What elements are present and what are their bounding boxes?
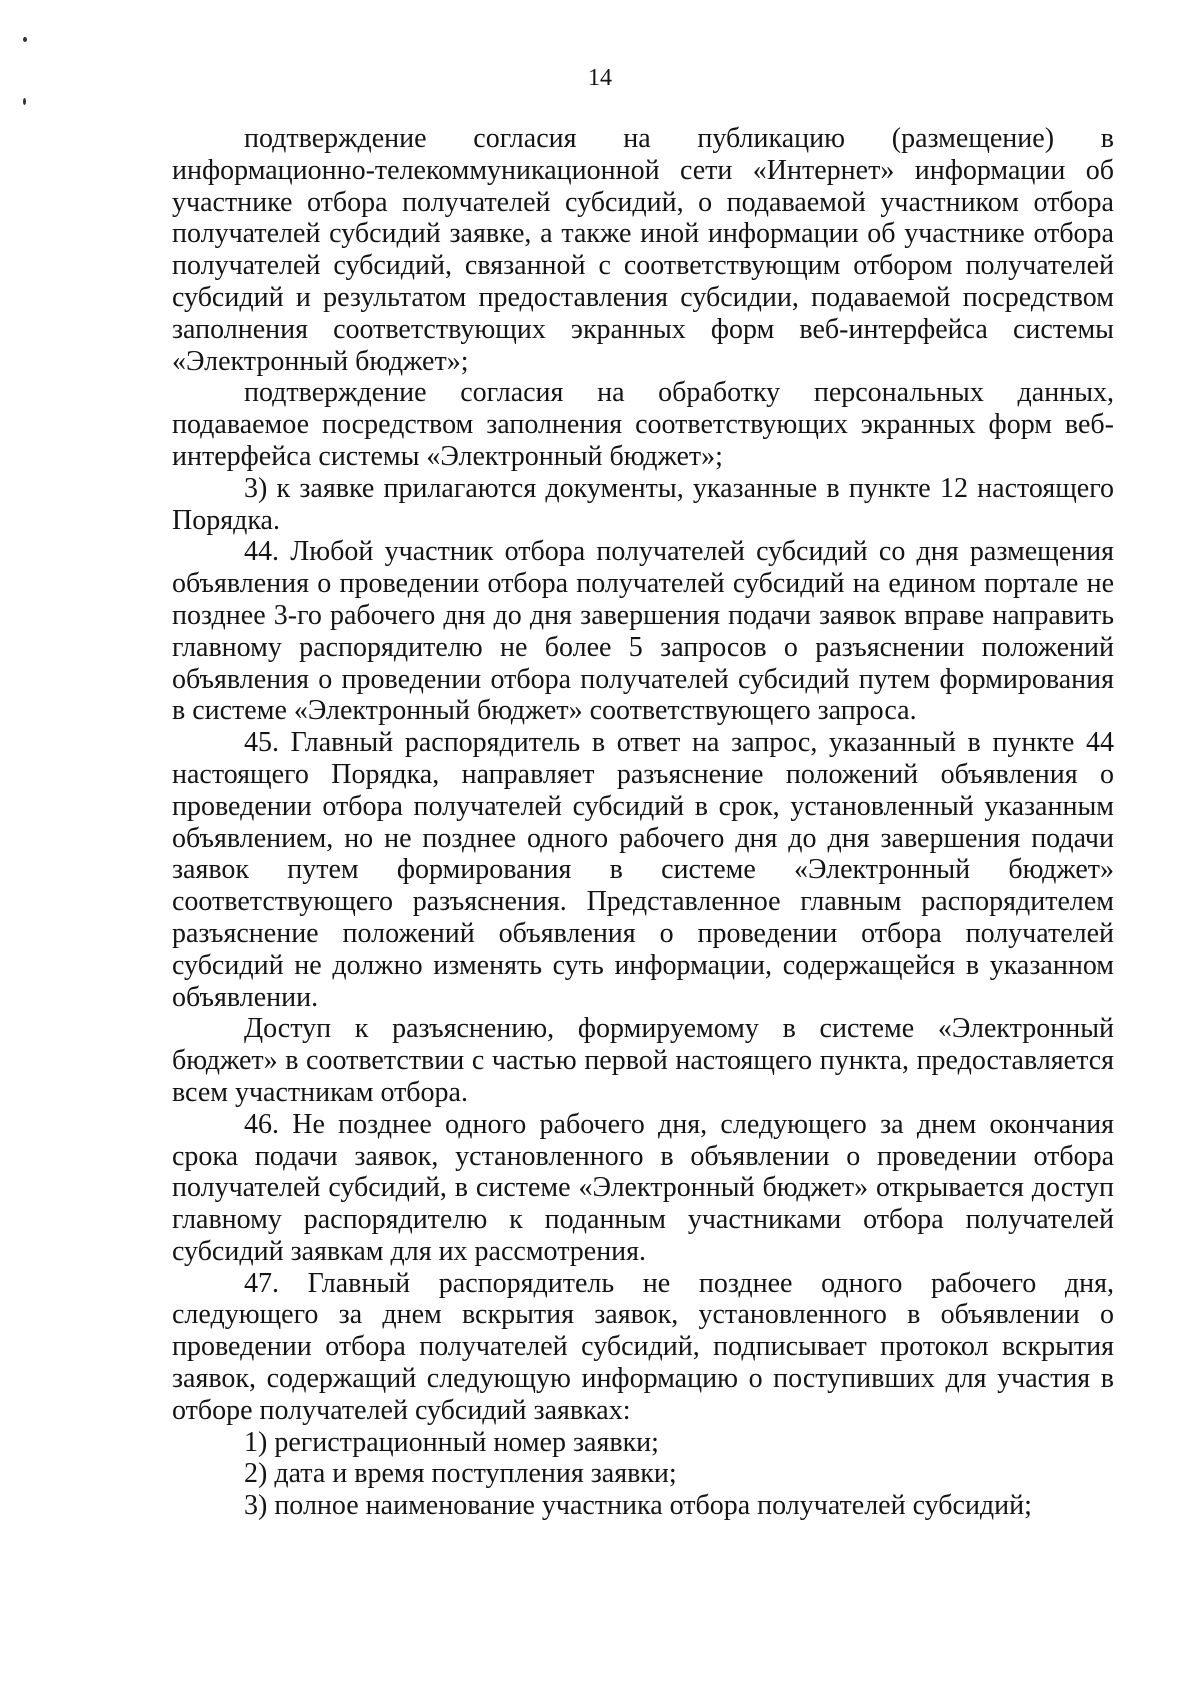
paragraph: 46. Не позднее одного рабочего дня, следующего за днем окончания срока подачи заявок, установленного в объявлении о проведении отбора получателей субсидий, в системе «Электронный бюджет» открывается доступ главному распорядителю к поданным участниками отбора получателей субсидий заявкам для их рассмотрения. [172,1108,1114,1267]
page-number: 14 [588,65,612,91]
scan-speck [23,37,27,42]
paragraph: 44. Любой участник отбора получателей субсидий со дня размещения объявления о проведении отбора получателей субсидий на едином портале не позднее 3-го рабочего дня до дня завершения подачи заявок вправе направить главному распорядителю не более 5 запросов о разъяснении положений объявления о проведении отбора получателей субсидий путем формирования в системе «Электронный бюджет» соответствующего запроса. [172,536,1114,727]
paragraph: 3) к заявке прилагаются документы, указанные в пункте 12 настоящего Порядка. [172,472,1114,536]
list-item: 3) полное наименование участника отбора получателей субсидий; [244,1490,1032,1522]
document-body [172,123,1114,1522]
paragraph: Доступ к разъяснению, формируемому в системе «Электронный бюджет» в соответствии с частью первой настоящего пункта, предоставляется всем участникам отбора. [172,1013,1114,1108]
list-item: 1) регистрационный номер заявки; [244,1426,659,1458]
scan-speck [23,98,26,105]
paragraph: подтверждение согласия на обработку персональных данных, подаваемое посредством заполнения соответствующих экранных форм веб-интерфейса системы «Электронный бюджет»; [172,377,1114,472]
paragraph: подтверждение согласия на публикацию (размещение) в информационно-телекоммуникационной сети «Интернет» информации об участнике отбора получателей субсидий, о подаваемой участником отбора получателей субсидий заявке, а также иной информации об участнике отбора получателей субсидий, связанной с соответствующим отбором получателей субсидий и результатом предоставления субсидии, подаваемой посредством заполнения соответствующих экранных форм веб-интерфейса системы «Электронный бюджет»; [172,123,1114,377]
paragraph: 47. Главный распорядитель не позднее одного рабочего дня, следующего за днем вскрытия заявок, установленного в объявлении о проведении отбора получателей субсидий, подписывает протокол вскрытия заявок, содержащий следующую информацию о поступивших для участия в отборе получателей субсидий заявках: [172,1267,1114,1426]
paragraph: 45. Главный распорядитель в ответ на запрос, указанный в пункте 44 настоящего Порядка, направляет разъяснение положений объявления о проведении отбора получателей субсидий в срок, установленный указанным объявлением, но не позднее одного рабочего дня до дня завершения подачи заявок путем формирования в системе «Электронный бюджет» соответствующего разъяснения. Представленное главным распорядителем разъяснение положений объявления о проведении отбора получателей субсидий не должно изменять суть информации, содержащейся в указанном объявлении. [172,727,1114,1013]
list-item: 2) дата и время поступления заявки; [244,1458,677,1490]
